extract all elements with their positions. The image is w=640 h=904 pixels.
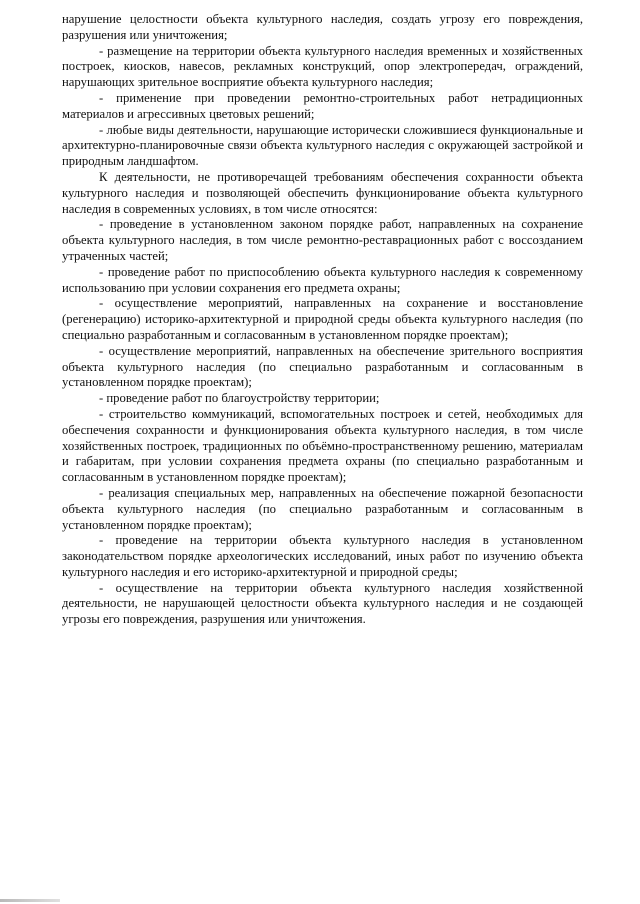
paragraph-permitted-adaptation: - проведение работ по приспособлению объекта культурного наследия к современному использованию при условии сохранения его предмета охраны; (62, 264, 583, 295)
paragraph-permitted-restoration: - проведение в установленном законом порядке работ, направленных на сохранение объекта культурного наследия, в том числе ремонтно-реставрационных работ с воссозданием утраченных частей; (62, 217, 583, 263)
document-page (62, 12, 583, 628)
paragraph-permitted-visual-perception: - осуществление мероприятий, направленных на обеспечение зрительного восприятия объекта культурного наследия (по специально разработанным и согласованным в установленном порядке проектам); (62, 343, 583, 390)
paragraph-permitted-archaeology: - проведение на территории объекта культурного наследия в установленном законодательством порядке археологических исследований, иных работ по изучению объекта культурного наследия и его историко-архитектурной и природной среды; (62, 533, 583, 579)
paragraph-prohibition-temporary-structures: - размещение на территории объекта культурного наследия временных и хозяйственных построек, киосков, навесов, рекламных конструкций, опор электропередач, ограждений, нарушающих зрительное восприятие объекта культурного наследия; (62, 43, 583, 90)
paragraph-permitted-intro: К деятельности, не противоречащей требованиям обеспечения сохранности объекта культурного наследия и позволяющей обеспечить функционирование объекта культурного наследия в современных условиях, в том числе относятся: (62, 169, 583, 216)
paragraph-permitted-landscaping: - проведение работ по благоустройству территории; (99, 391, 380, 406)
paragraph-prohibition-activities: - любые виды деятельности, нарушающие исторически сложившиеся функциональные и архитектурно-планировочные связи объекта культурного наследия с окружающей застройкой и природным ландшафтом. (62, 122, 583, 169)
paragraph-permitted-economic-activity: - осуществление на территории объекта культурного наследия хозяйственной деятельности, не нарушающей целостности объекта культурного наследия и не создающей угрозы его повреждения, разрушения или уничтожения. (62, 580, 583, 627)
paragraph-permitted-environment: - осуществление мероприятий, направленных на сохранение и восстановление (регенерацию) историко-архитектурной и природной среды объекта культурного наследия (по специально разработанным и согласованным в установленном порядке проектам); (62, 296, 583, 342)
paragraph-permitted-fire-safety: - реализация специальных мер, направленных на обеспечение пожарной безопасности объекта культурного наследия (по специально разработанным и согласованным в установленном порядке проектам); (62, 485, 583, 532)
paragraph-continuation: нарушение целостности объекта культурного наследия, создать угрозу его повреждения, разрушения или уничтожения; (62, 12, 583, 42)
paragraph-permitted-utilities: - строительство коммуникаций, вспомогательных построек и сетей, необходимых для обеспечения сохранности и функционирования объекта культурного наследия, в том числе хозяйственных построек, традиционных по объёмно-пространственному решению, материалам и габаритам, при условии сохранения предмета охраны (по специально разработанным и согласованным в установленном порядке проектам); (62, 406, 583, 485)
paragraph-prohibition-materials: - применение при проведении ремонтно-строительных работ нетрадиционных материалов и агрессивных цветовых решений; (62, 90, 583, 121)
scan-edge-mark (0, 899, 60, 902)
